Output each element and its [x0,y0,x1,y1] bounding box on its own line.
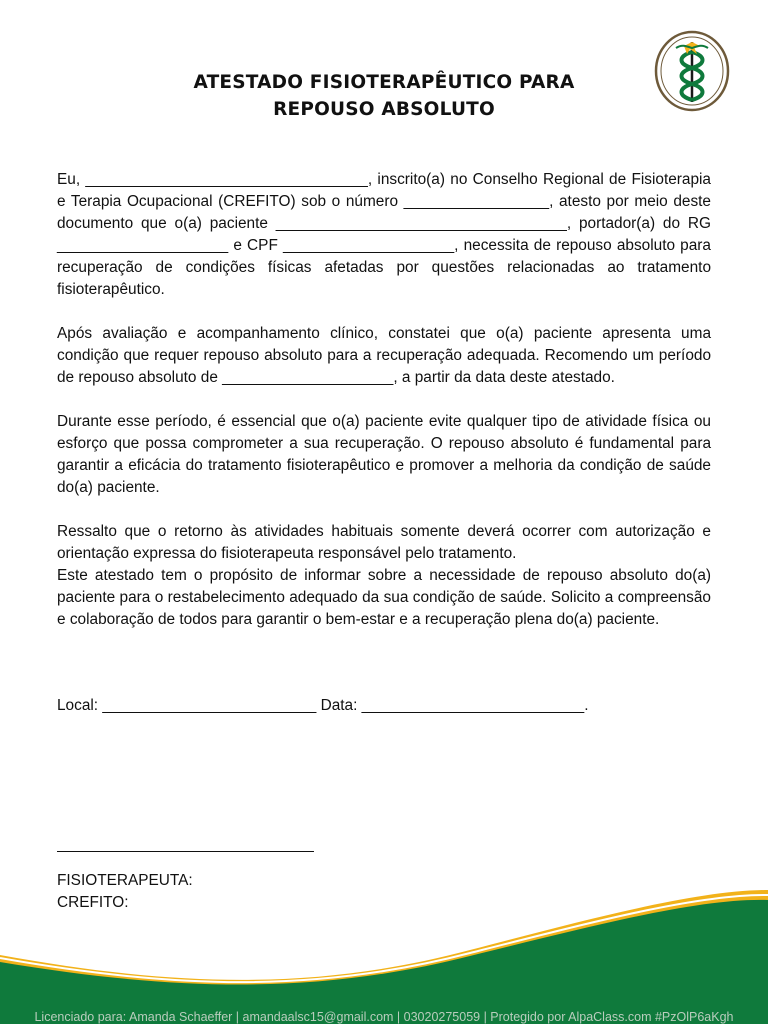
footer-wave [0,880,768,1024]
paragraph-purpose: Este atestado tem o propósito de informar sobre a necessidade de repouso absoluto do(a) paciente para o restabelecimento adequado da sua condição de saúde. Solicito a compreensão e colaboração de todos para garantir o bem-estar e a recuperação plena do(a) paciente. [57,567,711,628]
signature-line: ______________________________ [57,836,314,853]
document-body [57,169,711,653]
paragraph-declaration: Eu, _________________________________, inscrito(a) no Conselho Regional de Fisioterapia e Terapia Ocupacional (CREFITO) sob o número _________________, atesto por meio deste documento que o(a) paciente __________________________________, portador(a) do RG ____________________ e CPF ____________________, necessita de repouso absoluto para recuperação de condições físicas afetadas por questões relacionadas ao tratamento fisioterapêutico. [57,171,711,298]
title-line-1: ATESTADO FISIOTERAPÊUTICO PARA [193,72,575,93]
document-title [0,69,768,123]
license-footer-text: Licenciado para: Amanda Schaeffer | amandaalsc15@gmail.com | 03020275059 | Protegido por AlpaClass.com #PzOlP6aKgh [34,1010,734,1024]
paragraph-return: Ressalto que o retorno às atividades habituais somente deverá ocorrer com autorização e orientação expressa do fisioterapeuta responsável pelo tratamento. [57,523,711,562]
local-date-line: Local: _________________________ Data: __________________________. [57,697,589,714]
paragraph-rest-period: Durante esse período, é essencial que o(a) paciente evite qualquer tipo de atividade física ou esforço que possa comprometer a sua recuperação. O repouso absoluto é fundamental para garantir a eficácia do tratamento fisioterapêutico e promover a melhoria da condição de saúde do(a) paciente. [57,413,711,496]
paragraph-evaluation: Após avaliação e acompanhamento clínico, constatei que o(a) paciente apresenta uma condição que requer repouso absoluto para a recuperação adequada. Recomendo um período de repouso absoluto de ____________________, a partir da data deste atestado. [57,325,711,386]
crefito-label: CREFITO: [57,894,129,911]
signer-label: FISIOTERAPEUTA: [57,872,193,889]
title-line-2: REPOUSO ABSOLUTO [273,99,495,120]
